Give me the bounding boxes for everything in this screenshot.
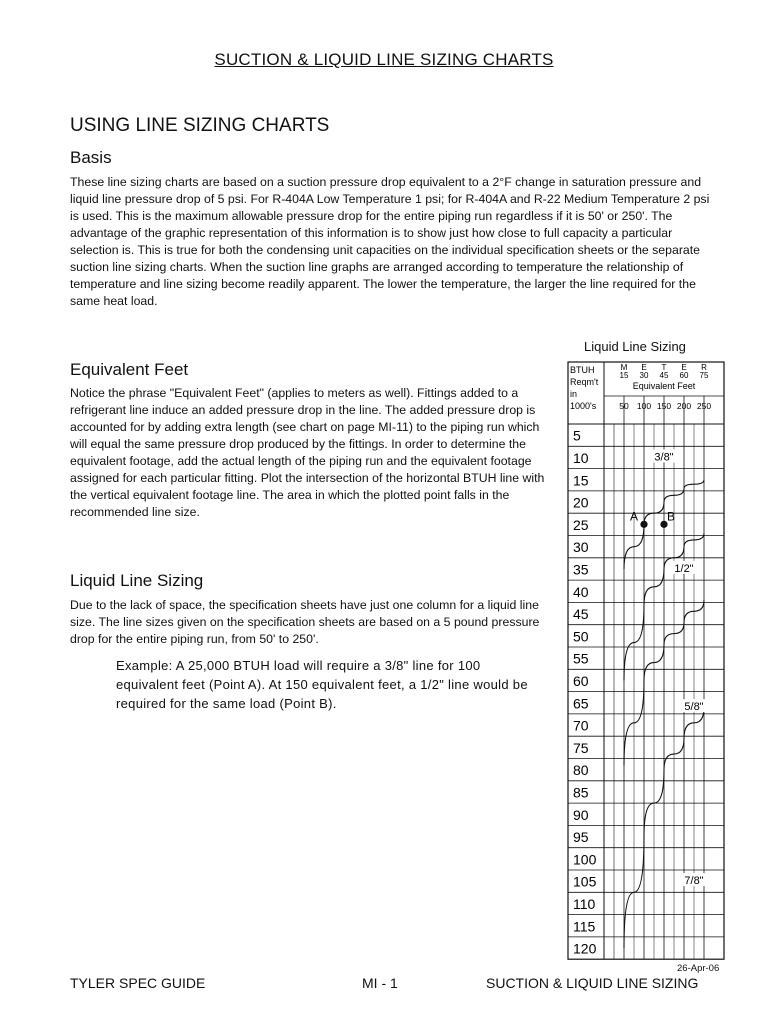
y-tick-label: 30 xyxy=(573,539,589,556)
y-tick-label: 50 xyxy=(573,628,589,645)
x-tick-label: 150 xyxy=(656,401,672,411)
y-tick-label: 10 xyxy=(573,449,589,466)
meter-letter: E xyxy=(641,363,647,372)
region-label: 1/2" xyxy=(674,562,694,575)
meter-letter: R xyxy=(701,363,707,372)
y-tick-label: 35 xyxy=(573,561,589,578)
footer-page-number: MI - 1 xyxy=(362,975,398,991)
btuh-header-text: in xyxy=(570,389,578,399)
region-label: 3/8" xyxy=(654,451,674,464)
y-tick-label: 70 xyxy=(573,717,589,734)
x-tick-label: 100 xyxy=(636,401,652,411)
point-label: A xyxy=(629,509,639,524)
y-tick-label: 105 xyxy=(573,873,597,890)
y-tick-label: 40 xyxy=(573,583,589,600)
section-title: USING LINE SIZING CHARTS xyxy=(70,115,330,136)
btuh-header-text: 1000's xyxy=(570,401,597,411)
x-axis-label: Equivalent Feet xyxy=(632,381,696,391)
y-tick-label: 20 xyxy=(573,494,589,511)
y-tick-label: 45 xyxy=(573,606,589,623)
equivalent-feet-heading: Equivalent Feet xyxy=(70,360,189,379)
equivalent-feet-paragraph: Notice the phrase "Equivalent Feet" (applies to meters as well). Fittings added to a refrigerant line induce an added pressure drop in the line. The added pressure drop is accounted for by adding extra length (see chart on page MI-11) to the piping run which will equal the same pressure drop produced by the fittings. In order to determine the equivalent footage, add the actual length of the piping run and the equivalent footage assigned for each particular fitting. Plot the intersection of the horizontal BTUH line with the vertical equivalent footage line. The area in which the plotted point falls in the recommended line size. xyxy=(70,386,545,519)
point-label: B xyxy=(666,509,676,524)
document-title: SUCTION & LIQUID LINE SIZING CHARTS xyxy=(214,50,554,69)
btuh-header-text: BTUH xyxy=(570,365,595,375)
y-tick-label: 100 xyxy=(573,851,597,868)
meter-value: 30 xyxy=(639,371,649,380)
liquid-line-sizing-chart xyxy=(560,358,730,960)
y-tick-label: 120 xyxy=(573,940,597,957)
chart-title: Liquid Line Sizing xyxy=(584,339,686,354)
meter-letter: E xyxy=(681,363,687,372)
y-tick-label: 110 xyxy=(573,895,596,912)
y-tick-label: 65 xyxy=(573,695,589,712)
x-tick-label: 50 xyxy=(619,401,629,411)
btuh-header-text: Reqm't xyxy=(570,377,599,387)
meter-letter: M xyxy=(620,363,628,372)
liquid-line-paragraph: Due to the lack of space, the specification sheets have just one column for a liquid line size. The line sizes given on the specification sheets are based on a 5 pound pressure drop for the entire piping run, from 50' to 250'. xyxy=(70,598,540,646)
y-tick-label: 115 xyxy=(573,918,596,935)
meter-value: 15 xyxy=(619,371,629,380)
y-tick-label: 90 xyxy=(573,806,589,823)
liquid-line-heading: Liquid Line Sizing xyxy=(70,571,204,590)
y-tick-label: 60 xyxy=(573,672,589,689)
meter-value: 45 xyxy=(659,371,669,380)
example-paragraph: Example: A 25,000 BTUH load will require a 3/8" line for 100 equivalent feet (Point A). At 150 equivalent feet, a 1/2" line would be required for the same load (Point B). xyxy=(116,658,528,711)
y-tick-label: 85 xyxy=(573,784,589,801)
basis-paragraph: These line sizing charts are based on a suction pressure drop equivalent to a 2°F change in saturation pressure and liquid line pressure drop of 5 psi. For R-404A Low Temperature 1 psi; for R-404A and R-22 Medium Temperature 2 psi is used. This is the maximum allowable pressure drop for the entire piping run regardless if it is 50' or 250'. The advantage of the graphic representation of this information is to show just how close to full capacity a particular selection is. This is true for both the condensing unit capacities on the individual specification sheets or the separate suction line sizing charts. When the suction line graphs are arranged according to temperature the relationship of temperature and line sizing become readily apparent. The lower the temperature, the larger the line required for the same heat load. xyxy=(70,175,710,308)
y-tick-label: 75 xyxy=(573,739,589,756)
region-label: 5/8" xyxy=(684,701,704,714)
y-tick-label: 15 xyxy=(573,472,589,489)
footer-right: SUCTION & LIQUID LINE SIZING xyxy=(486,975,699,991)
y-tick-label: 25 xyxy=(573,516,589,533)
y-tick-label: 95 xyxy=(573,829,589,846)
footer-date: 26-Apr-06 xyxy=(677,963,720,974)
y-tick-label: 55 xyxy=(573,650,589,667)
meter-value: 75 xyxy=(699,371,709,380)
region-label: 7/8" xyxy=(684,875,704,888)
x-tick-label: 250 xyxy=(696,401,712,411)
basis-heading: Basis xyxy=(70,148,112,167)
point-A xyxy=(640,521,647,528)
y-tick-label: 80 xyxy=(573,762,589,779)
x-tick-label: 200 xyxy=(676,401,692,411)
footer-left: TYLER SPEC GUIDE xyxy=(70,975,206,991)
meter-letter: T xyxy=(661,363,667,372)
y-tick-label: 5 xyxy=(573,427,581,444)
meter-value: 60 xyxy=(679,371,689,380)
